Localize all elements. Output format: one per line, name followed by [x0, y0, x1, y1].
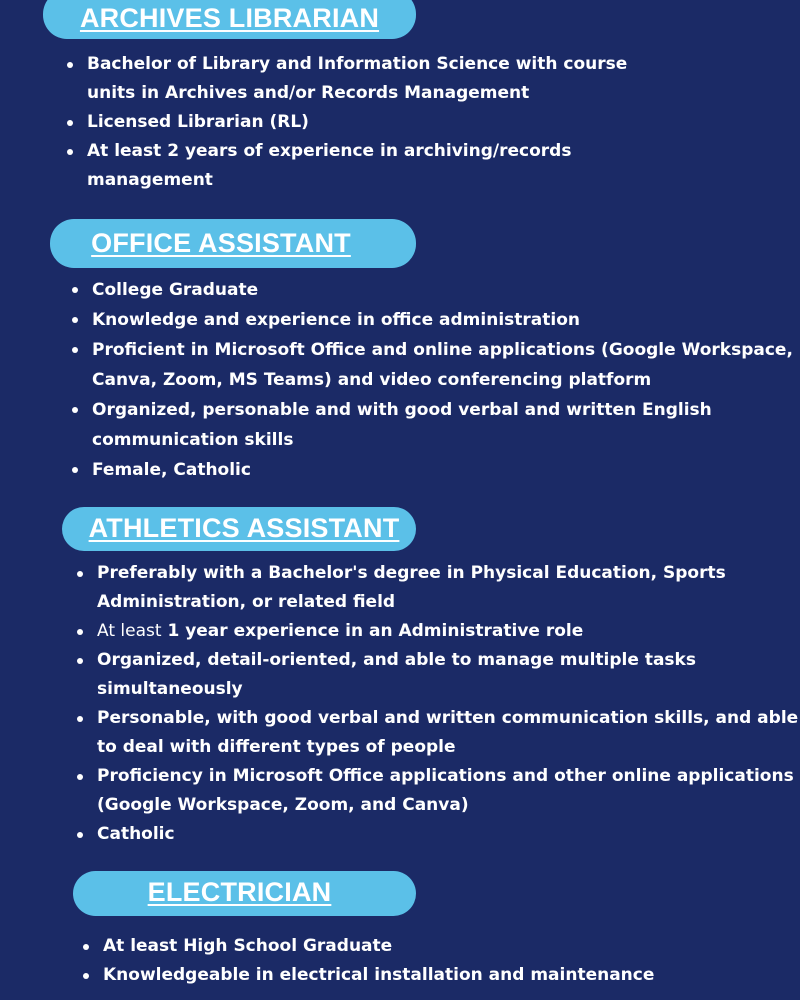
list-item: Licensed Librarian (RL) — [87, 108, 627, 137]
bullet-icon — [83, 944, 89, 950]
bullet-icon — [67, 120, 73, 126]
list-item: Knowledgeable in electrical installation and maintenance — [103, 961, 654, 990]
list-item: At least 2 years of experience in archiving/records management — [87, 137, 627, 195]
section-header-electrician — [73, 871, 416, 916]
list-item: Bachelor of Library and Information Science with course units in Archives and/or Records Management — [87, 50, 627, 108]
bullet-icon — [77, 774, 83, 780]
list-item: Knowledge and experience in office administration — [92, 305, 793, 335]
bullet-icon — [77, 571, 83, 577]
list-item: Catholic — [97, 820, 798, 849]
list-item: Organized, detail-oriented, and able to manage multiple tasks simultaneously — [97, 646, 798, 704]
bullet-icon — [83, 973, 89, 979]
list-item: College Graduate — [92, 275, 793, 305]
bullet-icon — [72, 407, 78, 413]
list-item: At least High School Graduate — [103, 932, 654, 961]
bullet-icon — [72, 287, 78, 293]
section-title: ARCHIVES LIBRARIAN — [79, 3, 380, 33]
requirements-list — [97, 559, 798, 849]
bullet-icon — [72, 317, 78, 323]
list-item: Personable, with good verbal and written communication skills, and able to deal with different types of people — [97, 704, 798, 762]
bullet-icon — [72, 467, 78, 473]
requirements-list — [103, 932, 654, 990]
section-title: ELECTRICIAN — [147, 877, 332, 907]
list-item: Proficiency in Microsoft Office applications and other online applications (Google Workspace, Zoom, and Canva) — [97, 762, 798, 820]
bullet-icon — [72, 347, 78, 353]
list-item: Organized, personable and with good verbal and written English communication skills — [92, 395, 793, 455]
list-item: At least 1 year experience in an Administrative role — [97, 617, 798, 646]
bullet-icon — [67, 149, 73, 155]
list-item: Proficient in Microsoft Office and online applications (Google Workspace, Canva, Zoom, MS Teams) and video conferencing platform — [92, 335, 793, 395]
section-header-office-assistant — [50, 219, 416, 268]
bullet-icon — [77, 832, 83, 838]
bullet-icon — [67, 62, 73, 68]
section-title: OFFICE ASSISTANT — [91, 228, 351, 258]
bullet-icon — [77, 658, 83, 664]
requirements-list — [87, 50, 627, 195]
bullet-icon — [77, 716, 83, 722]
list-item: Preferably with a Bachelor's degree in Physical Education, Sports Administration, or related field — [97, 559, 798, 617]
requirements-list — [92, 275, 793, 485]
section-header-athletics-assistant — [62, 507, 416, 551]
section-header-archives-librarian — [43, 0, 416, 39]
section-title: ATHLETICS ASSISTANT — [88, 513, 400, 543]
bullet-icon — [77, 629, 83, 635]
list-item: Female, Catholic — [92, 455, 793, 485]
